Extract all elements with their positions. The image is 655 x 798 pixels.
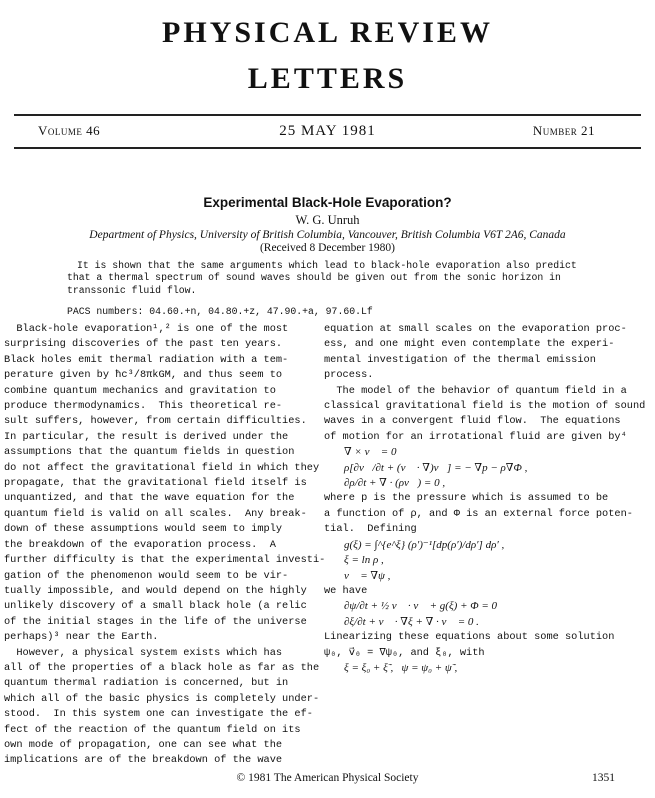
body-line: fect of the reaction of the quantum field on its xyxy=(4,723,301,736)
body-line: of the initial stages in the life of the universe xyxy=(4,615,307,628)
body-line: tually impossible, and would depend on the highly xyxy=(4,584,307,597)
body-line: perature given by ħc³/8πkGM, and thus seem to xyxy=(4,369,283,382)
issue-date: 25 MAY 1981 xyxy=(279,123,376,139)
body-line: However, a physical system exists which has xyxy=(4,646,283,659)
equation: ξ = ξ₀ + ξ̃ , ψ = ψ₀ + ψ̃ , xyxy=(344,661,458,674)
right-column xyxy=(324,322,649,676)
body-line: unquantized, and that the wave equation for the xyxy=(4,492,295,505)
equation: ξ = ln ρ , xyxy=(344,554,384,567)
equation: ∂ψ/∂t + ½ v⃗ · v⃗ + g(ξ) + Φ = 0 xyxy=(344,600,498,613)
body-line: process. xyxy=(324,369,374,382)
body-line: sult suffers, however, from certain difficulties. xyxy=(4,415,307,428)
body-line: equation at small scales on the evaporation proc- xyxy=(324,323,627,335)
equation: ∂ξ/∂t + v⃗ · ∇ξ + ∇ · v⃗ = 0 . xyxy=(344,615,479,628)
issue-number: Number 21 xyxy=(532,123,595,138)
author-affiliation: Department of Physics, University of British Columbia, Vancouver, British Columbia V6T 2A6, Canada xyxy=(89,229,566,241)
body-line: which all of the basic physics is completely under- xyxy=(4,692,320,705)
equation: ρ[∂v⃗/∂t + (v⃗ · ∇)v⃗] = − ∇p − ρ∇Φ , xyxy=(344,461,528,474)
body-line: of motion for an irrotational fluid are given by⁴ xyxy=(324,430,627,443)
received-date: (Received 8 December 1980) xyxy=(259,242,396,254)
pacs-numbers: PACS numbers: 04.60.+n, 04.80.+z, 47.90.+a, 97.60.Lf xyxy=(67,306,373,317)
article-author: W. G. Unruh xyxy=(295,213,360,227)
body-line: mental investigation of the thermal emission xyxy=(324,353,596,366)
body-line: waves in a convergent fluid flow. The equations xyxy=(324,415,621,428)
body-line: combine quantum mechanics and gravitation to xyxy=(4,384,276,397)
article-title: Experimental Black-Hole Evaporation? xyxy=(203,195,452,210)
page-number: 1351 xyxy=(592,772,615,784)
body-line: where p is the pressure which is assumed to be xyxy=(324,492,609,505)
volume-label: Volume 46 xyxy=(38,123,101,138)
body-line: Linearizing these equations about some solution xyxy=(324,631,615,644)
body-line: tial. Defining xyxy=(324,523,417,536)
body-line: unlikely discovery of a small black hole (a relic xyxy=(4,600,307,613)
body-line: surprising discoveries of the past ten years. xyxy=(4,338,283,351)
body-line: own mode of propagation, one can see what the xyxy=(4,738,283,751)
abstract xyxy=(67,260,587,297)
body-line: ψ₀, v⃗₀ = ∇ψ₀, and ξ₀, with xyxy=(324,646,485,659)
body-line: ess, and one might even contemplate the experi- xyxy=(324,338,615,351)
body-line: The model of the behavior of quantum field in a xyxy=(324,384,627,397)
body-line: gation of the phenomenon would seem to be vir- xyxy=(4,569,289,582)
body-line: do not affect the gravitational field in which they xyxy=(4,461,320,474)
body-line: produce thermodynamics. This theoretical re- xyxy=(4,400,283,413)
body-line: we have xyxy=(324,584,368,597)
body-line: all of the properties of a black hole as far as the xyxy=(4,661,320,674)
body-line: a function of ρ, and Φ is an external force poten- xyxy=(324,507,633,520)
body-line: stood. In this system one can investigate the ef- xyxy=(4,708,313,721)
equation: v⃗ = ∇ψ , xyxy=(344,569,391,582)
body-line: quantum thermal radiation is concerned, but in xyxy=(4,677,289,690)
body-line: the breakdown of the evaporation process. A xyxy=(4,538,276,551)
body-line: In particular, the result is derived under the xyxy=(4,430,289,443)
body-line: Black-hole evaporation¹,² is one of the most xyxy=(4,323,289,335)
body-line: implications are of the breakdown of the wave xyxy=(4,754,283,767)
body-line: assumptions that the quantum fields in question xyxy=(4,446,295,459)
copyright-footer: © 1981 The American Physical Society xyxy=(236,772,419,784)
left-column xyxy=(4,322,326,769)
journal-title-line2: LETTERS xyxy=(247,62,408,95)
abstract-line: transsonic fluid flow. xyxy=(67,284,197,296)
journal-title-line1: PHYSICAL REVIEW xyxy=(162,16,493,49)
body-line: perhaps)³ near the Earth. xyxy=(4,631,159,644)
body-line: propagate, that the gravitational field itself is xyxy=(4,477,307,490)
body-line: down of these assumptions would seem to imply xyxy=(4,523,283,536)
body-line: classical gravitational field is the motion of sound xyxy=(324,400,646,413)
abstract-line: It is shown that the same arguments which lead to black-hole evaporation also predict xyxy=(77,260,577,271)
header-rule-top xyxy=(14,114,641,116)
body-line: Black holes emit thermal radiation with a tem- xyxy=(4,353,289,366)
body-line: quantum field is valid on all scales. Any break- xyxy=(4,507,307,520)
header-rule-bottom xyxy=(14,147,641,149)
equation: g(ξ) = ∫^{e^ξ} (ρ′)⁻¹[dp(ρ′)/dρ′] dρ′ , xyxy=(344,538,505,551)
abstract-line: that a thermal spectrum of sound waves should be given out from the sonic horizon in xyxy=(67,272,561,284)
body-line: further difficulty is that the experimental investi- xyxy=(4,554,326,567)
equation: ∇ × v⃗ = 0 xyxy=(344,446,397,459)
equation: ∂ρ/∂t + ∇ · (ρv⃗) = 0 , xyxy=(344,477,446,490)
